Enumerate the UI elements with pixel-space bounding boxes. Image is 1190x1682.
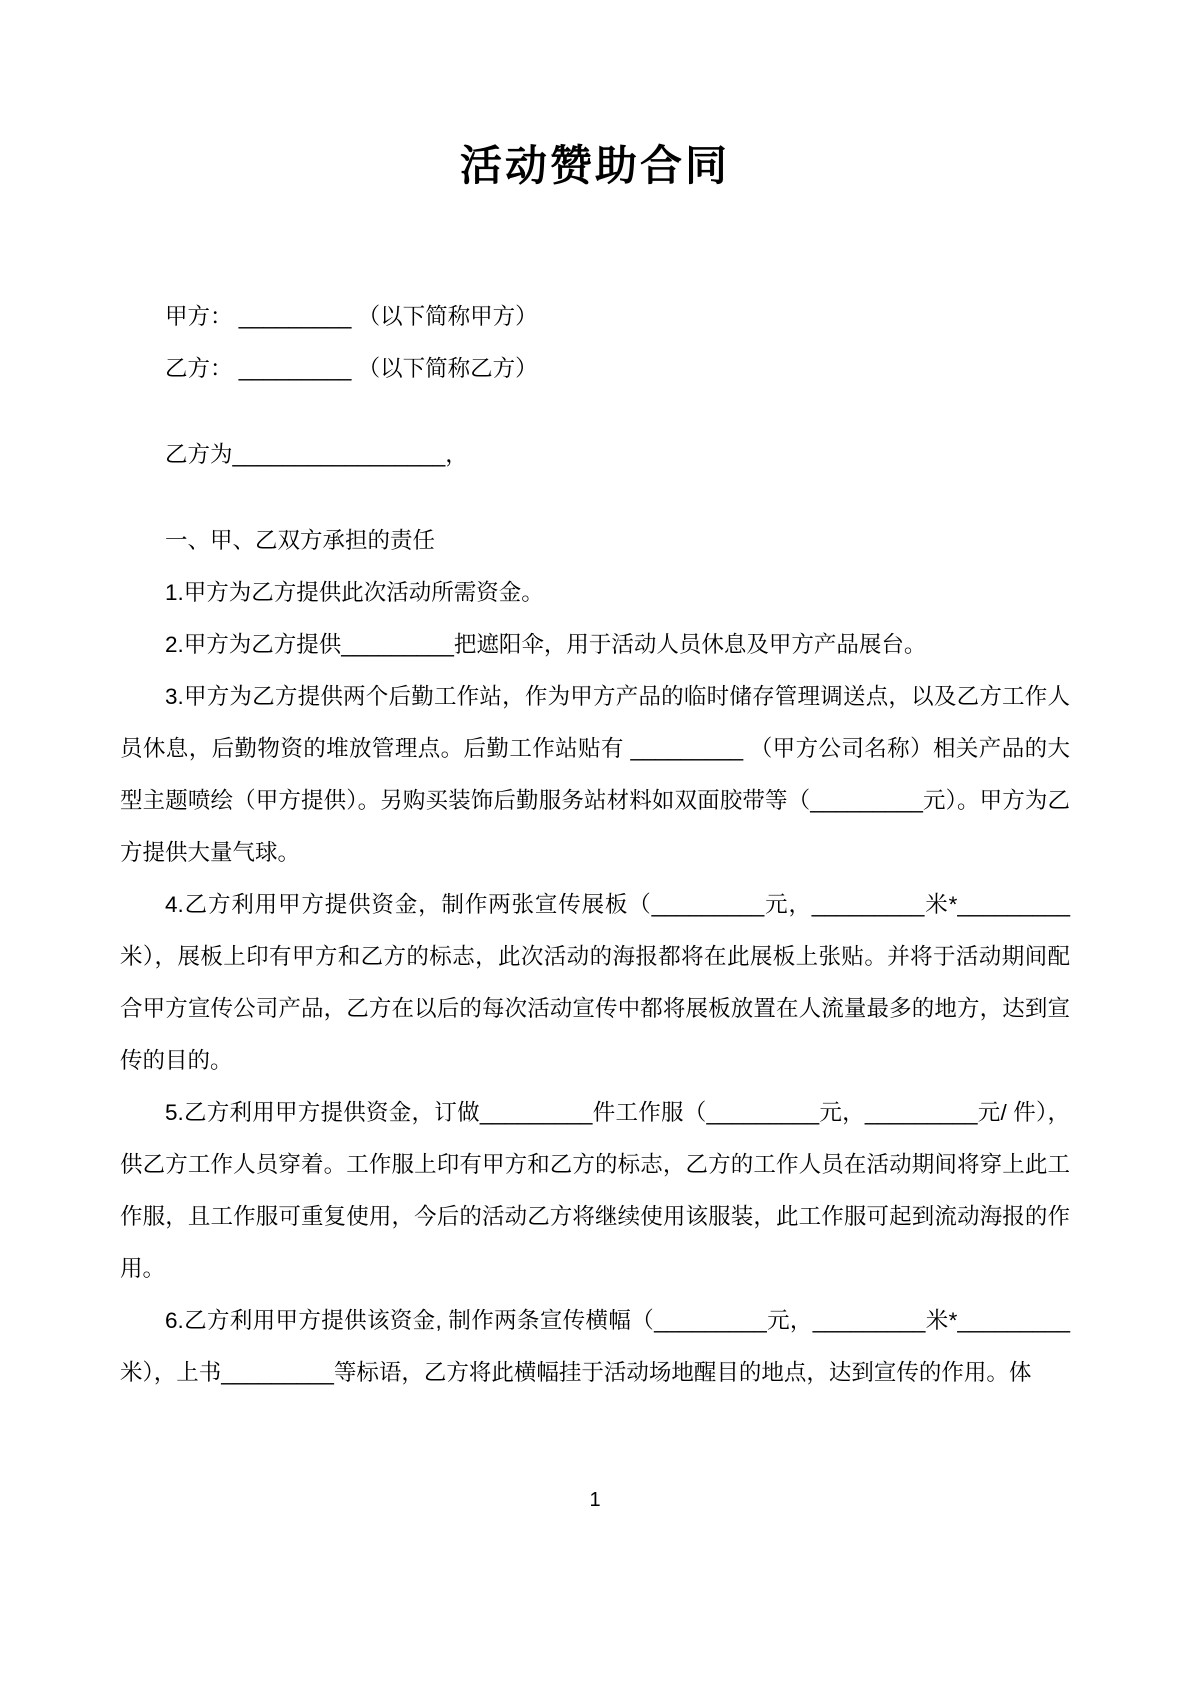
- clause-3: 3.甲方为乙方提供两个后勤工作站，作为甲方产品的临时储存管理调送点，以及乙方工作人员休息，后勤物资的堆放管理点。后勤工作站贴有 _________ （甲方公司名称）相关产品的大型主题喷绘（甲方提供）。另购买装饰后勤服务站材料如双面胶带等（_________元）。甲方为乙方提供大量气球。: [120, 683, 1070, 865]
- clause-4: 4.乙方利用甲方提供资金，制作两张宣传展板（_________元，_________米*_________米），展板上印有甲方和乙方的标志，此次活动的海报都将在此展板上张贴。并将于活动期间配合甲方宣传公司产品，乙方在以后的每次活动宣传中都将展板放置在人流量最多的地方，达到宣传的目的。: [120, 891, 1070, 1073]
- party-b-line: 乙方： _________ （以下简称乙方）: [165, 355, 538, 381]
- party-b-intro-line: 乙方为_________________，: [165, 441, 468, 467]
- party-a-line: 甲方： _________ （以下简称甲方）: [165, 303, 538, 329]
- clause-6: 6.乙方利用甲方提供该资金, 制作两条宣传横幅（_________元，_________米*_________米），上书_________等标语，乙方将此横幅挂于活动场地醒目的地点，达到宣传的作用。体: [120, 1307, 1070, 1385]
- clause-2: 2.甲方为乙方提供_________把遮阳伞，用于活动人员休息及甲方产品展台。: [165, 631, 927, 657]
- page-number: 1: [589, 1489, 601, 1511]
- clause-5: 5.乙方利用甲方提供资金，订做_________件工作服（_________元，_________元/ 件），供乙方工作人员穿着。工作服上印有甲方和乙方的标志，乙方的工作人员在活动期间将穿上此工作服，且工作服可重复使用，今后的活动乙方将继续使用该服装，此工作服可起到流动海报的作用。: [120, 1099, 1070, 1281]
- clause-1: 1.甲方为乙方提供此次活动所需资金。: [165, 579, 544, 605]
- document-title: 活动赞助合同: [459, 142, 730, 189]
- section-heading: 一、甲、乙双方承担的责任: [165, 527, 436, 553]
